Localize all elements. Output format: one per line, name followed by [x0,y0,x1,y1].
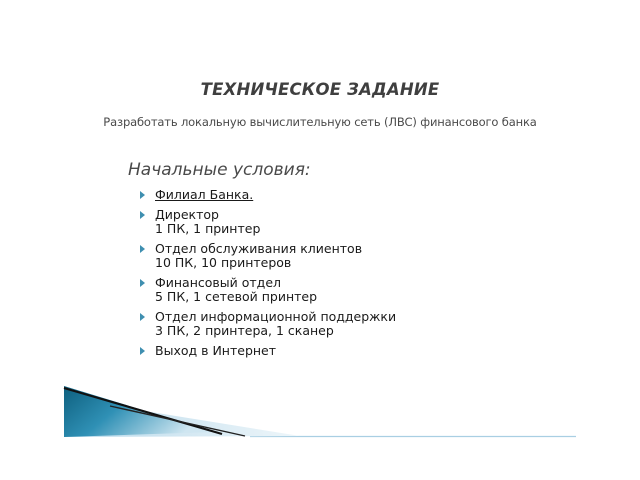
bullet-line2: 5 ПК, 1 сетевой принтер [155,289,318,304]
bullet-line2: 3 ПК, 2 принтера, 1 сканер [155,323,334,338]
bullet-line2: 1 ПК, 1 принтер [155,221,261,236]
bullet-line1: Выход в Интернет [155,342,277,358]
section-heading: Начальные условия: [128,160,311,180]
slide-title: ТЕХНИЧЕСКОЕ ЗАДАНИЕ [200,80,440,99]
bullet-line1: Директор [155,206,219,222]
bullet-line1: Отдел информационной поддержки [155,308,397,324]
slide-subtitle: Разработать локальную вычислительную сеть (ЛВС) финансового банка [103,115,537,129]
bullet-line2: 10 ПК, 10 принтеров [155,255,292,270]
bullet-line1: Финансовый отдел [155,274,281,290]
bullet-line1: Филиал Банка. [155,187,254,202]
bullet-line1: Отдел обслуживания клиентов [155,240,363,256]
